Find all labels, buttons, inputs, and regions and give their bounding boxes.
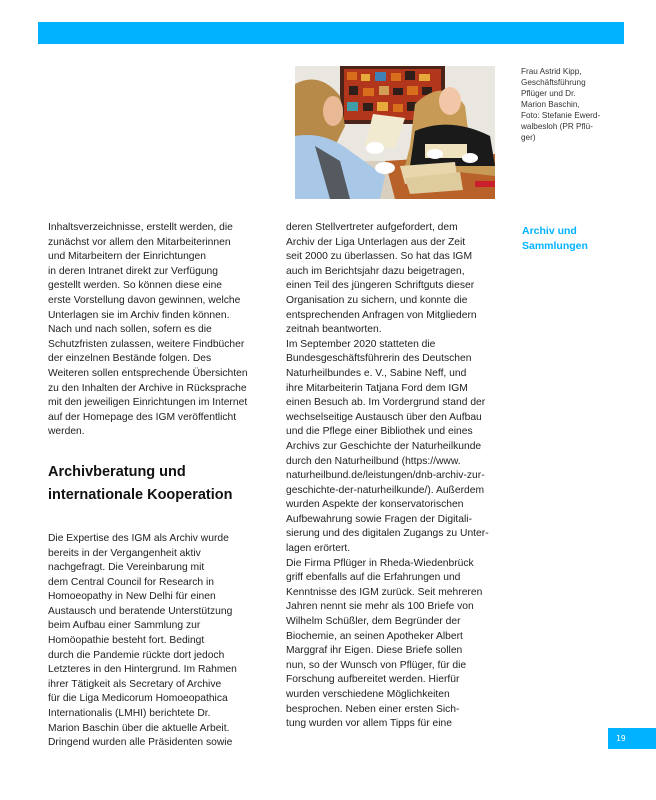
page-number-badge [608,728,656,749]
article-photo [295,66,495,199]
body-paragraph: Im September 2020 statteten die Bundesgeschäftsführerin des Deutschen Naturheilbundes e. V., Sabine Neff, und ihre Mitarbeiterin Tatjana Ford dem IGM einen Besuch ab. Im Vordergrund stand der wechselseitige Austausch über den Aufbau und die Pflege einer Bibliothek und eines Archivs zur Geschichte der Naturheilkunde durch den Naturheilbund (https://www. naturheilbund.de/leistungen/dnb-archiv-zur- geschichte-der-naturheilkunde/). Außerdem wurden Aspekte der konservatorischen Aufbewahrung sowie Fragen der Digitali- sierung und des digitalen Zugangs zu Unter- lagen erörtert. [286,338,489,555]
body-paragraph: Die Expertise des IGM als Archiv wurde bereits in der Vergangenheit aktiv nachgefragt. Die Vereinbarung mit dem Central Council for Research in Homoeopathy in New Delhi für einen Austausch und beratende Unterstützung beim Aufbau einer Sammlung zur Homöopathie besteht fort. Bedingt durch die Pandemie rückte dort jedoch Letzteres in den Hintergrund. Im Rahmen ihrer Tätigkeit als Secretary of Archive für die Liga Medicorum Homoeopathica Internationalis (LMHI) berichtete Dr. Marion Baschin über die aktuelle Arbeit. Dringend wurden alle Präsidenten sowie [48,532,237,749]
page-number: 19 [616,734,626,743]
header-accent-bar [38,22,624,44]
left-column [48,221,276,751]
section-heading: Archivberatung und internationale Kooperation [48,463,233,503]
section-label: Archiv und Sammlungen [522,225,588,252]
photo-caption: Frau Astrid Kipp, Geschäftsführung Pflüger und Dr. Marion Baschin, Foto: Stefanie Ewerd- walbesloh (PR Pflü- ger) [521,67,601,142]
body-paragraph: Die Firma Pflüger in Rheda-Wiedenbrück griff ebenfalls auf die Erfahrungen und Kenntnisse des IGM zurück. Seit mehreren Jahren nennt sie mehr als 100 Briefe von Wilhelm Schüßler, dem Begründer der Biochemie, an seinen Apotheker Albert Marggraf ihr Eigen. Diese Briefe sollen nun, so der Wunsch von Pflüger, für die Forschung aufbereitet werden. Hierfür wurden verschiedene Möglichkeiten besprochen. Neben einer ersten Sich- tung wurden vor allem Tipps für eine [286,557,483,730]
photo-illustration [295,66,495,199]
body-paragraph: Inhaltsverzeichnisse, erstellt werden, die zunächst vor allem den Mitarbeiterinnen und Mitarbeitern der Einrichtungen in deren Intranet direkt zur Verfügung gestellt werden. So können diese eine erste Vorstellung davon gewinnen, welche Unterlagen sie im Archiv finden können. Nach und nach sollen, sofern es die Schutzfristen zulassen, weitere Findbücher der einzelnen Bestände folgen. Des Weiteren sollen entsprechende Übersichten zu den Inhalten der Archive in Rücksprache mit den jeweiligen Einrichtungen im Internet auf der Homepage des IGM veröffentlicht werden. [48,222,248,438]
body-paragraph: deren Stellvertreter aufgefordert, dem Archiv der Liga Unterlagen aus der Zeit seit 2000 zu überlassen. So hat das IGM auch im Berichtsjahr dazu beigetragen, einen Teil des jüngeren Schriftguts dieser Organisation zu sichern, und konnte die entsprechenden Anfragen von Mitgliedern zeitnah beantworten. [286,222,477,336]
middle-column [286,221,516,732]
